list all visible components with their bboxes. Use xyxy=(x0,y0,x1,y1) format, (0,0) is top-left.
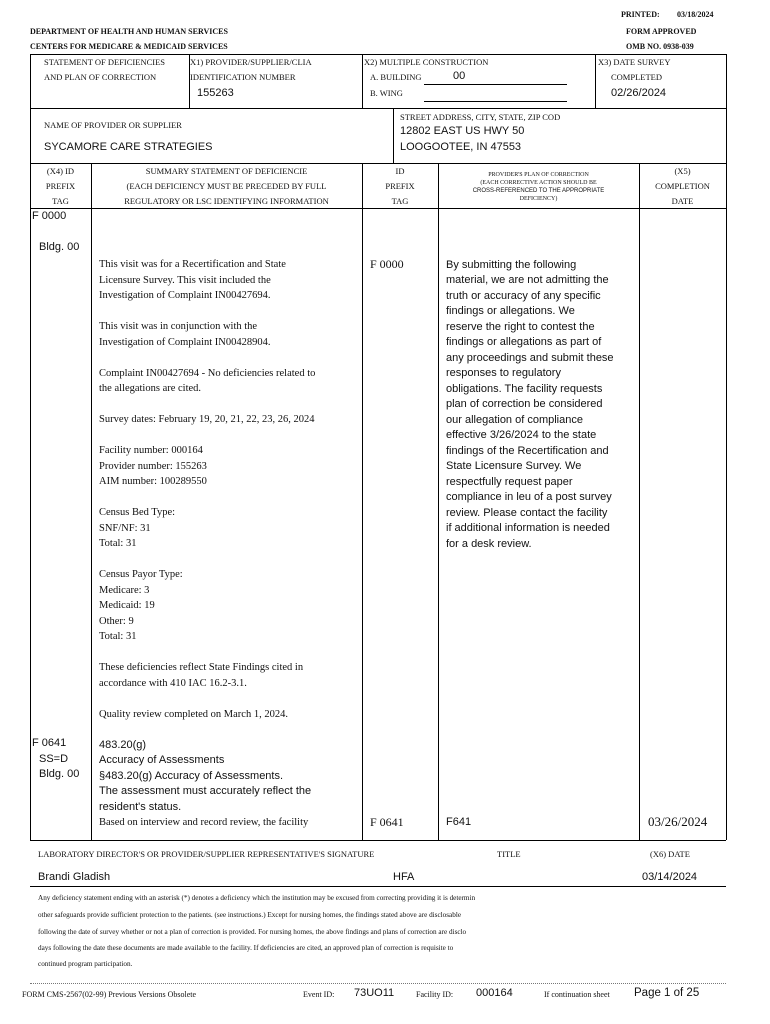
summary-line: Licensure Survey. This visit included the xyxy=(99,275,271,286)
summary-line: Other: 9 xyxy=(99,616,134,627)
summary-line: Medicare: 3 xyxy=(99,585,150,596)
x3-label-2: COMPLETED xyxy=(611,72,662,82)
id-header-2: PREFIX xyxy=(385,181,415,191)
event-id-value: 73UO11 xyxy=(354,987,395,999)
summary-line: Complaint IN00427694 - No deficiencies related to xyxy=(99,368,316,379)
summary-line: accordance with 410 IAC 16.2-3.1. xyxy=(99,678,247,689)
plan-line: compliance in leu of a post survey xyxy=(446,491,612,503)
x5-header-1: (X5) xyxy=(674,166,691,176)
f641-line: §483.20(g) Accuracy of Assessments. xyxy=(99,770,284,782)
f641-line: The assessment must accurately reflect the xyxy=(99,785,312,797)
x4-header-2: PREFIX xyxy=(45,181,76,191)
plan-line: material, we are not admitting the xyxy=(446,274,609,286)
signer-title: HFA xyxy=(393,871,415,883)
x1-label-1: X1) PROVIDER/SUPPLIER/CLIA xyxy=(190,57,312,67)
disclaimer-line: Any deficiency statement ending with an asterisk (*) denotes a deficiency which the institution may be excused from correcting providing it is determin xyxy=(38,894,476,902)
form-approved: FORM APPROVED xyxy=(626,27,697,36)
id-header-1: ID xyxy=(395,166,405,176)
building-tag: Bldg. 00 xyxy=(39,768,80,780)
summary-line: the allegations are cited. xyxy=(99,383,202,394)
summary-line: Investigation of Complaint IN00427694. xyxy=(99,290,271,301)
date-label: (X6) DATE xyxy=(650,849,690,859)
f641-line: Accuracy of Assessments xyxy=(99,754,225,766)
provider-id-value: 155263 xyxy=(197,87,234,99)
plan-line: review. Please contact the facility xyxy=(446,507,608,519)
form-number: FORM CMS-2567(02-99) Previous Versions Obsolete xyxy=(22,990,197,999)
summary-line: Quality review completed on March 1, 2024. xyxy=(99,709,288,720)
disclaimer-line: other safeguards provide sufficient protection to the patients. (see instructions.) Except for nursing homes, the findings stated above are disclosable xyxy=(38,911,462,919)
printed-label: PRINTED: xyxy=(621,10,660,19)
printed-date: 03/18/2024 xyxy=(677,10,714,19)
plan-line: State Licensure Survey. We xyxy=(446,460,582,472)
address-line-1: 12802 EAST US HWY 50 xyxy=(400,125,525,137)
plan-line: findings or allegations as part of xyxy=(446,336,602,348)
signature-date: 03/14/2024 xyxy=(642,871,698,883)
summary-header-1: SUMMARY STATEMENT OF DEFICIENCIE xyxy=(145,166,308,176)
summary-line: These deficiencies reflect State Findings cited in xyxy=(99,662,304,673)
x5-header-2: COMPLETION xyxy=(655,181,710,191)
provider-name-label: NAME OF PROVIDER OR SUPPLIER xyxy=(44,120,182,130)
summary-line: Total: 31 xyxy=(99,631,137,642)
event-id-label: Event ID: xyxy=(303,990,335,999)
building-value: 00 xyxy=(453,70,466,82)
summary-line: This visit was for a Recertification and State xyxy=(99,259,286,270)
disclaimer-line: days following the date these documents are made available to the facility. If deficiencies are cited, an approved plan of correction is requisite to xyxy=(38,944,454,952)
signer-name: Brandi Gladish xyxy=(38,871,111,883)
f641-line: resident's status. xyxy=(99,801,182,813)
page-number: Page 1 of 25 xyxy=(634,987,700,999)
summary-line: SNF/NF: 31 xyxy=(99,523,151,534)
summary-line: Investigation of Complaint IN00428904. xyxy=(99,337,271,348)
tag-f0000: F 0000 xyxy=(32,210,67,222)
x4-header-1: (X4) ID xyxy=(46,166,75,176)
id-tag-f0641: F 0641 xyxy=(370,815,404,829)
plan-header-3: CROSS-REFERENCED TO THE APPROPRIATE xyxy=(472,188,605,194)
summary-line: Survey dates: February 19, 20, 21, 22, 23, 26, 2024 xyxy=(99,414,315,425)
x1-label-2: IDENTIFICATION NUMBER xyxy=(190,72,296,82)
disclaimer-line: continued program participation. xyxy=(38,960,133,968)
disclaimer-line: following the date of survey whether or not a plan of correction is provided. For nursing homes, the above findings and plans of correction are disclo xyxy=(38,928,467,936)
plan-line: respectfully request paper xyxy=(446,476,573,488)
plan-line: effective 3/26/2024 to the state xyxy=(446,429,597,441)
department-title: DEPARTMENT OF HEALTH AND HUMAN SERVICES xyxy=(30,27,228,36)
summary-line: This visit was in conjunction with the xyxy=(99,321,258,332)
plan-header-4: DEFICIENCY) xyxy=(519,196,558,202)
plan-line: truth or accuracy of any specific xyxy=(446,290,601,302)
plan-line: our allegation of compliance xyxy=(446,414,583,426)
x5-header-3: DATE xyxy=(671,196,694,206)
building-label: A. BUILDING xyxy=(370,72,422,82)
statement-label-1: STATEMENT OF DEFICIENCIES xyxy=(44,57,166,67)
address-label: STREET ADDRESS, CITY, STATE, ZIP COD xyxy=(400,112,561,122)
plan-header-2: (EACH CORRECTIVE ACTION SHOULD BE xyxy=(480,180,597,186)
provider-name: SYCAMORE CARE STRATEGIES xyxy=(44,141,213,153)
x4-header-3: TAG xyxy=(52,196,69,206)
signature-label: LABORATORY DIRECTOR'S OR PROVIDER/SUPPLIER REPRESENTATIVE'S SIGNATURE xyxy=(38,849,375,859)
plan-header-1: PROVIDER'S PLAN OF CORRECTION xyxy=(488,172,589,178)
facility-id-value: 000164 xyxy=(476,987,513,999)
tag-f0641: F 0641 xyxy=(32,737,67,749)
f641-line: Based on interview and record review, the facility xyxy=(99,817,309,828)
plan-line: responses to regulatory xyxy=(446,367,561,379)
wing-label: B. WING xyxy=(370,88,403,98)
completion-date: 03/26/2024 xyxy=(648,814,708,829)
plan-line: obligations. The facility requests xyxy=(446,383,603,395)
plan-line: any proceedings and submit these xyxy=(446,352,614,364)
plan-line: findings of the Recertification and xyxy=(446,445,609,457)
summary-line: Provider number: 155263 xyxy=(99,461,207,472)
plan-line: reserve the right to contest the xyxy=(446,321,595,333)
id-header-3: TAG xyxy=(391,196,409,206)
summary-line: Census Bed Type: xyxy=(99,507,176,518)
x2-label: X2) MULTIPLE CONSTRUCTION xyxy=(364,57,489,67)
building-tag: Bldg. 00 xyxy=(39,241,80,253)
plan-f641-tag: F641 xyxy=(446,816,472,828)
centers-title: CENTERS FOR MEDICARE & MEDICAID SERVICES xyxy=(30,42,228,51)
title-label: TITLE xyxy=(497,849,521,859)
summary-line: Medicaid: 19 xyxy=(99,600,155,611)
omb-number: OMB NO. 0938-039 xyxy=(626,42,694,51)
plan-line: plan of correction be considered xyxy=(446,398,603,410)
x3-label-1: X3) DATE SURVEY xyxy=(598,57,671,67)
plan-line: By submitting the following xyxy=(446,259,577,271)
statement-label-2: AND PLAN OF CORRECTION xyxy=(44,72,157,82)
id-tag-f0000: F 0000 xyxy=(370,257,404,271)
summary-line: Total: 31 xyxy=(99,538,137,549)
f641-line: 483.20(g) xyxy=(99,739,147,751)
plan-line: for a desk review. xyxy=(446,538,532,550)
summary-header-2: (EACH DEFICIENCY MUST BE PRECEDED BY FULL xyxy=(126,181,327,191)
facility-id-label: Facility ID: xyxy=(416,990,454,999)
survey-completed-date: 02/26/2024 xyxy=(611,87,667,99)
scope-severity: SS=D xyxy=(39,753,69,765)
summary-line: AIM number: 100289550 xyxy=(99,476,207,487)
plan-line: findings or allegations. We xyxy=(446,305,575,317)
continuation-label: If continuation sheet xyxy=(544,990,610,999)
summary-header-3: REGULATORY OR LSC IDENTIFYING INFORMATION xyxy=(124,196,329,206)
summary-line: Census Payor Type: xyxy=(99,569,183,580)
plan-line: if additional information is needed xyxy=(446,522,610,534)
summary-line: Facility number: 000164 xyxy=(99,445,203,456)
address-line-2: LOOGOOTEE, IN 47553 xyxy=(400,141,522,153)
